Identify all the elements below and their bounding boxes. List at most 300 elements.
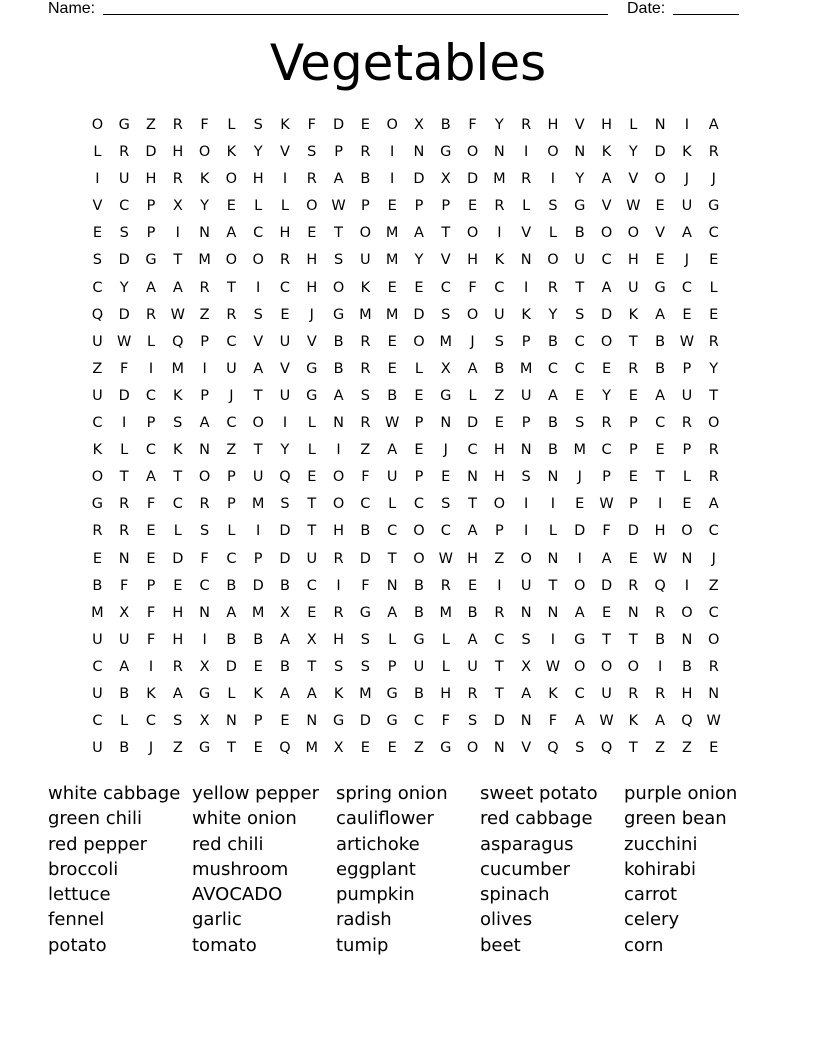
grid-letter: M: [171, 360, 185, 377]
grid-letter: L: [629, 117, 638, 133]
grid-letter: B: [655, 333, 666, 350]
grid-letter: U: [279, 333, 291, 350]
grid-letter: C: [145, 713, 157, 730]
grid-letter: F: [146, 631, 156, 648]
grid-letter: C: [413, 496, 425, 513]
grid-letter: U: [628, 279, 639, 296]
grid-letter: B: [280, 577, 290, 594]
grid-letter: R: [360, 415, 371, 432]
grid-letter: X: [333, 740, 344, 757]
grid-letter: I: [524, 523, 529, 540]
grid-letter: Z: [681, 740, 692, 757]
date-label: Date:: [627, 0, 666, 17]
grid-letter: S: [173, 415, 183, 432]
grid-letter: Z: [413, 740, 424, 757]
grid-letter: K: [521, 306, 531, 323]
grid-letter: E: [467, 198, 478, 215]
grid-letter: F: [468, 117, 477, 133]
grid-letter: P: [414, 198, 424, 215]
grid-letter: D: [359, 713, 371, 730]
grid-letter: E: [280, 713, 290, 730]
grid-letter: D: [225, 658, 237, 675]
grid-letter: R: [333, 604, 344, 621]
grid-letter: E: [307, 225, 317, 242]
grid-letter: D: [359, 550, 371, 567]
grid-letter: G: [118, 117, 130, 133]
grid-letter: R: [655, 604, 666, 621]
grid-letter: S: [307, 144, 317, 161]
grid-letter: A: [226, 604, 237, 621]
grid-letter: D: [332, 117, 345, 133]
grid-letter: C: [145, 442, 157, 459]
grid-letter: R: [360, 360, 371, 377]
grid-letter: R: [199, 496, 210, 513]
grid-letter: J: [711, 550, 716, 567]
grid-letter: U: [118, 171, 130, 188]
grid-letter: O: [252, 415, 264, 432]
word-list: [48, 781, 768, 958]
grid-letter: F: [146, 496, 156, 513]
grid-letter: E: [387, 198, 397, 215]
grid-letter: L: [93, 144, 102, 161]
grid-letter: U: [574, 252, 586, 269]
grid-letter: E: [92, 550, 102, 567]
grid-letter: O: [654, 171, 666, 188]
grid-letter: L: [307, 442, 316, 459]
grid-letter: B: [226, 577, 237, 594]
grid-letter: C: [387, 523, 398, 540]
grid-letter: P: [334, 144, 343, 161]
grid-letter: O: [547, 252, 559, 269]
grid-letter: R: [547, 279, 558, 296]
grid-letter: C: [601, 442, 612, 459]
word-list-item: corn: [624, 934, 664, 956]
grid-letter: I: [336, 577, 341, 594]
grid-letter: R: [172, 117, 183, 133]
grid-letter: I: [684, 577, 690, 594]
word-list-item: artichoke: [336, 833, 420, 855]
grid-letter: N: [574, 144, 586, 161]
grid-letter: N: [681, 631, 693, 648]
grid-letter: F: [200, 117, 209, 133]
grid-letter: U: [681, 198, 693, 215]
grid-letter: N: [708, 685, 720, 702]
grid-letter: C: [306, 577, 317, 594]
grid-letter: O: [520, 550, 532, 567]
grid-letter: T: [307, 658, 317, 675]
grid-letter: O: [332, 496, 345, 513]
grid-letter: V: [253, 333, 264, 350]
grid-letter: H: [306, 279, 318, 296]
grid-letter: R: [199, 279, 210, 296]
grid-letter: K: [628, 713, 639, 730]
grid-letter: V: [280, 144, 290, 161]
grid-letter: Y: [253, 144, 263, 161]
grid-letter: I: [577, 550, 582, 567]
grid-letter: U: [306, 550, 318, 567]
grid-letter: S: [333, 658, 344, 675]
grid-letter: S: [360, 387, 370, 404]
grid-letter: T: [494, 685, 504, 702]
grid-letter: R: [440, 577, 451, 594]
grid-letter: T: [628, 333, 638, 350]
grid-letter: X: [440, 360, 451, 377]
grid-letter: G: [386, 713, 398, 730]
grid-letter: A: [199, 415, 210, 432]
grid-letter: W: [626, 198, 641, 215]
word-list-item: potato: [48, 934, 107, 956]
grid-letter: G: [332, 713, 345, 730]
word-list-item: green bean: [624, 808, 727, 830]
grid-letter: C: [681, 279, 692, 296]
grid-letter: L: [120, 442, 129, 459]
grid-letter: F: [361, 469, 370, 486]
grid-letter: W: [599, 713, 614, 730]
grid-letter: P: [146, 225, 156, 242]
grid-letter: S: [521, 631, 531, 648]
grid-letter: V: [280, 360, 290, 377]
grid-letter: L: [441, 631, 450, 648]
grid-letter: C: [467, 442, 478, 459]
grid-letter: E: [655, 442, 665, 459]
grid-letter: X: [199, 713, 210, 730]
word-list-item: yellow pepper: [192, 783, 320, 804]
grid-letter: Q: [91, 306, 104, 323]
grid-letter: R: [601, 415, 612, 432]
grid-letter: S: [441, 496, 451, 513]
grid-letter: S: [173, 713, 183, 730]
grid-letter: N: [493, 740, 505, 757]
grid-letter: H: [145, 171, 157, 188]
grid-letter: G: [440, 144, 452, 161]
grid-letter: T: [628, 631, 638, 648]
grid-letter: R: [145, 306, 157, 323]
grid-letter: E: [575, 496, 585, 513]
grid-letter: M: [439, 604, 453, 621]
letter-grid: [84, 112, 727, 762]
grid-letter: Y: [628, 144, 638, 161]
grid-letter: B: [547, 442, 558, 459]
grid-letter: L: [227, 685, 236, 702]
grid-letter: N: [681, 550, 693, 567]
grid-letter: U: [92, 740, 103, 757]
grid-letter: K: [146, 685, 156, 702]
grid-letter: P: [227, 469, 236, 486]
grid-letter: R: [521, 171, 532, 188]
grid-letter: K: [333, 685, 344, 702]
grid-letter: W: [706, 713, 721, 730]
grid-letter: T: [119, 469, 129, 486]
grid-letter: O: [359, 225, 372, 242]
grid-letter: D: [279, 550, 291, 567]
grid-letter: T: [307, 496, 317, 513]
grid-letter: R: [708, 658, 719, 675]
word-list-item: red pepper: [48, 833, 148, 855]
grid-letter: W: [170, 306, 185, 323]
grid-letter: T: [387, 550, 397, 567]
grid-letter: I: [148, 360, 154, 377]
grid-letter: N: [199, 225, 211, 242]
grid-letter: I: [524, 496, 529, 513]
grid-letter: S: [253, 306, 263, 323]
grid-letter: B: [360, 523, 371, 540]
grid-letter: T: [173, 252, 183, 269]
grid-letter: I: [148, 658, 154, 675]
grid-letter: H: [467, 252, 478, 269]
date-blank-line: [673, 0, 739, 15]
grid-letter: U: [226, 360, 237, 377]
name-blank-line: [103, 0, 608, 15]
grid-letter: V: [440, 252, 451, 269]
grid-letter: C: [360, 496, 371, 513]
grid-letter: M: [198, 252, 211, 269]
grid-letter: C: [199, 577, 210, 594]
grid-letter: V: [521, 740, 532, 757]
grid-letter: C: [92, 658, 103, 675]
grid-letter: U: [92, 387, 103, 404]
grid-letter: I: [95, 171, 100, 188]
grid-letter: C: [92, 415, 103, 432]
word-list-item: kohirabi: [624, 858, 697, 880]
grid-letter: C: [574, 333, 585, 350]
grid-letter: I: [390, 171, 395, 188]
grid-letter: X: [280, 604, 290, 621]
grid-letter: O: [386, 117, 398, 133]
grid-letter: J: [443, 442, 448, 459]
grid-letter: J: [309, 306, 314, 323]
grid-letter: C: [440, 279, 451, 296]
grid-letter: H: [601, 117, 612, 133]
grid-letter: Y: [119, 279, 129, 296]
grid-letter: Y: [575, 171, 585, 188]
grid-letter: I: [524, 144, 529, 161]
grid-letter: K: [494, 252, 505, 269]
grid-letter: R: [119, 523, 130, 540]
grid-letter: X: [172, 198, 183, 215]
grid-letter: G: [359, 604, 371, 621]
grid-letter: P: [200, 333, 209, 350]
word-list-item: celery: [624, 909, 680, 931]
grid-letter: B: [467, 604, 478, 621]
grid-letter: E: [226, 198, 236, 215]
grid-letter: Z: [494, 387, 505, 404]
grid-letter: J: [577, 469, 582, 486]
grid-letter: Y: [709, 360, 719, 377]
grid-letter: D: [118, 306, 130, 323]
grid-letter: E: [146, 550, 156, 567]
grid-letter: O: [91, 117, 104, 133]
grid-letter: W: [384, 415, 400, 432]
grid-letter: Z: [172, 740, 183, 757]
grid-letter: R: [628, 685, 639, 702]
grid-letter: A: [280, 685, 290, 702]
grid-letter: A: [333, 387, 344, 404]
grid-letter: O: [225, 171, 238, 188]
grid-letter: L: [709, 279, 718, 296]
grid-letter: T: [173, 469, 183, 486]
grid-letter: N: [413, 144, 425, 161]
grid-letter: R: [655, 685, 666, 702]
grid-letter: N: [520, 713, 532, 730]
grid-letter: D: [574, 523, 586, 540]
grid-letter: I: [256, 523, 261, 540]
grid-letter: G: [440, 740, 452, 757]
grid-letter: O: [627, 225, 640, 242]
grid-letter: U: [520, 577, 532, 594]
grid-letter: O: [547, 144, 559, 161]
grid-letter: T: [226, 740, 236, 757]
grid-letter: Y: [602, 387, 611, 404]
grid-letter: D: [252, 577, 264, 594]
grid-letter: C: [172, 496, 183, 513]
grid-letter: G: [306, 360, 318, 377]
word-list-item: carrot: [624, 884, 678, 906]
grid-letter: N: [627, 604, 639, 621]
grid-letter: K: [360, 279, 371, 296]
grid-letter: A: [172, 685, 183, 702]
grid-letter: K: [280, 117, 290, 133]
grid-letter: R: [360, 144, 371, 161]
grid-letter: S: [575, 306, 585, 323]
grid-letter: Y: [548, 306, 558, 323]
grid-letter: R: [119, 496, 130, 513]
grid-letter: U: [494, 306, 505, 323]
grid-letter: I: [256, 279, 261, 296]
grid-letter: Z: [360, 442, 371, 459]
grid-letter: W: [438, 550, 453, 567]
grid-letter: O: [91, 469, 104, 486]
grid-letter: L: [280, 198, 290, 215]
grid-letter: P: [414, 469, 424, 486]
grid-letter: H: [252, 171, 264, 188]
grid-letter: A: [172, 279, 183, 296]
grid-letter: N: [654, 117, 666, 133]
grid-letter: C: [92, 279, 103, 296]
grid-letter: I: [497, 577, 502, 594]
grid-letter: H: [172, 144, 184, 161]
grid-letter: U: [118, 631, 130, 648]
grid-letter: C: [655, 415, 666, 432]
grid-letter: E: [307, 604, 317, 621]
grid-letter: W: [545, 658, 561, 675]
grid-letter: P: [521, 415, 531, 432]
grid-letter: R: [708, 333, 719, 350]
grid-letter: G: [654, 279, 666, 296]
grid-letter: N: [225, 713, 237, 730]
grid-letter: B: [681, 658, 692, 675]
grid-letter: A: [226, 225, 237, 242]
grid-letter: C: [708, 604, 719, 621]
grid-letter: B: [413, 604, 424, 621]
grid-letter: W: [652, 550, 668, 567]
word-list-item: asparagus: [480, 833, 574, 855]
word-list-item: white onion: [192, 808, 297, 830]
grid-letter: S: [575, 415, 585, 432]
grid-letter: P: [253, 550, 263, 567]
word-list-item: red cabbage: [480, 808, 593, 830]
grid-letter: C: [494, 279, 505, 296]
grid-letter: P: [602, 469, 611, 486]
grid-letter: I: [524, 279, 529, 296]
grid-letter: H: [333, 523, 345, 540]
grid-letter: O: [198, 469, 211, 486]
grid-letter: N: [118, 550, 130, 567]
grid-letter: I: [550, 496, 556, 513]
word-list-item: spinach: [480, 884, 550, 906]
grid-letter: Q: [279, 469, 291, 486]
grid-letter: C: [708, 523, 719, 540]
grid-letter: J: [148, 740, 154, 757]
grid-letter: B: [494, 360, 505, 377]
grid-letter: E: [709, 252, 719, 269]
grid-letter: O: [627, 658, 640, 675]
grid-letter: E: [494, 415, 504, 432]
grid-letter: J: [711, 171, 716, 188]
grid-letter: T: [575, 279, 585, 296]
grid-letter: L: [522, 198, 531, 215]
grid-letter: O: [493, 496, 506, 513]
grid-letter: C: [226, 333, 237, 350]
grid-letter: K: [628, 306, 639, 323]
grid-letter: Z: [655, 740, 666, 757]
grid-letter: B: [655, 631, 666, 648]
grid-letter: O: [252, 252, 264, 269]
grid-letter: S: [360, 631, 370, 648]
grid-letter: Z: [708, 577, 719, 594]
grid-letter: R: [494, 604, 505, 621]
grid-letter: E: [709, 740, 719, 757]
grid-letter: K: [173, 387, 183, 404]
grid-letter: A: [521, 685, 532, 702]
grid-letter: O: [574, 658, 586, 675]
grid-letter: G: [386, 685, 398, 702]
grid-letter: V: [521, 225, 532, 242]
grid-letter: H: [654, 523, 666, 540]
grid-letter: B: [226, 631, 237, 648]
grid-letter: D: [493, 713, 505, 730]
grid-letter: B: [655, 360, 666, 377]
grid-letter: R: [628, 577, 639, 594]
grid-letter: Z: [92, 360, 103, 377]
grid-letter: R: [628, 360, 639, 377]
grid-letter: I: [336, 442, 341, 459]
grid-letter: R: [494, 198, 505, 215]
grid-letter: U: [92, 631, 103, 648]
grid-letter: A: [467, 631, 478, 648]
grid-letter: O: [466, 225, 479, 242]
grid-letter: B: [253, 631, 264, 648]
grid-letter: L: [548, 523, 557, 540]
grid-letter: H: [440, 685, 452, 702]
grid-letter: H: [306, 252, 318, 269]
grid-letter: E: [575, 387, 585, 404]
grid-letter: A: [146, 469, 156, 486]
grid-letter: L: [548, 225, 557, 242]
grid-letter: D: [600, 577, 613, 594]
name-label: Name:: [48, 0, 96, 17]
grid-letter: S: [548, 198, 558, 215]
grid-letter: F: [307, 117, 316, 133]
grid-letter: E: [253, 658, 263, 675]
grid-letter: N: [520, 604, 532, 621]
grid-letter: D: [413, 306, 425, 323]
grid-letter: H: [172, 604, 184, 621]
grid-letter: T: [468, 496, 477, 513]
grid-letter: P: [414, 415, 424, 432]
grid-letter: T: [334, 225, 343, 242]
grid-letter: B: [92, 577, 103, 594]
grid-letter: H: [172, 631, 184, 648]
